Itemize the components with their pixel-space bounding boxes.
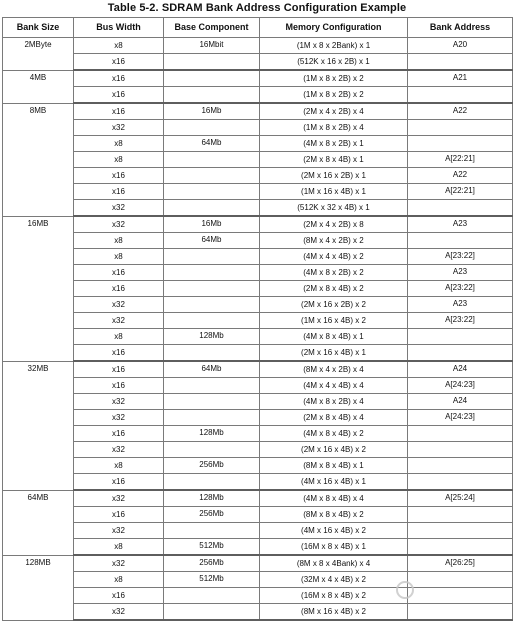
- memory-configuration-cell: (2M x 8 x 4B) x 1: [260, 152, 408, 168]
- base-component-cell: [164, 120, 260, 136]
- memory-configuration-cell: (4M x 8 x 2B) x 2: [260, 265, 408, 281]
- table-row: [3, 233, 513, 249]
- bank-size-cell: 32MB: [3, 361, 74, 490]
- table-row: [3, 490, 513, 507]
- bus-width-cell: x16: [74, 507, 164, 523]
- memory-configuration-cell: (1M x 8 x 2B) x 4: [260, 120, 408, 136]
- table-row: [3, 378, 513, 394]
- memory-configuration-cell: (8M x 4 x 2B) x 4: [260, 361, 408, 378]
- memory-configuration-cell: (1M x 16 x 4B) x 2: [260, 313, 408, 329]
- bank-size-cell: 128MB: [3, 555, 74, 620]
- base-component-cell: [164, 184, 260, 200]
- base-component-cell: [164, 410, 260, 426]
- bank-address-cell: [408, 523, 513, 539]
- bus-width-cell: x32: [74, 297, 164, 313]
- table-caption: Table 5-2. SDRAM Bank Address Configuration Example: [107, 2, 407, 14]
- bus-width-cell: x32: [74, 555, 164, 572]
- memory-configuration-cell: (4M x 16 x 4B) x 1: [260, 474, 408, 491]
- bus-width-cell: x32: [74, 442, 164, 458]
- bus-width-cell: x32: [74, 216, 164, 233]
- bank-address-cell: [408, 136, 513, 152]
- bank-address-cell: A[24:23]: [408, 378, 513, 394]
- memory-configuration-cell: (4M x 4 x 4B) x 4: [260, 378, 408, 394]
- bus-width-cell: x8: [74, 136, 164, 152]
- bus-width-cell: x32: [74, 394, 164, 410]
- memory-configuration-cell: (2M x 16 x 4B) x 1: [260, 345, 408, 362]
- table-row: [3, 313, 513, 329]
- bank-address-cell: [408, 120, 513, 136]
- bus-width-cell: x16: [74, 103, 164, 120]
- bank-address-cell: [408, 87, 513, 104]
- memory-configuration-cell: (4M x 8 x 4B) x 4: [260, 490, 408, 507]
- base-component-cell: [164, 297, 260, 313]
- memory-configuration-cell: (4M x 8 x 4B) x 1: [260, 329, 408, 345]
- table-row: [3, 442, 513, 458]
- table-row: [3, 474, 513, 491]
- memory-configuration-cell: (2M x 16 x 4B) x 2: [260, 442, 408, 458]
- base-component-cell: [164, 588, 260, 604]
- bus-width-cell: x32: [74, 410, 164, 426]
- base-component-cell: 512Mb: [164, 572, 260, 588]
- base-component-cell: [164, 249, 260, 265]
- bank-address-cell: [408, 604, 513, 621]
- base-component-cell: 256Mb: [164, 555, 260, 572]
- base-component-cell: 256Mb: [164, 458, 260, 474]
- logo-icon: [396, 581, 414, 599]
- bus-width-cell: x8: [74, 572, 164, 588]
- base-component-cell: [164, 265, 260, 281]
- base-component-cell: 512Mb: [164, 539, 260, 556]
- bus-width-cell: x8: [74, 539, 164, 556]
- table-row: [3, 345, 513, 362]
- bank-address-cell: A23: [408, 216, 513, 233]
- header-base-component: Base Component: [164, 18, 260, 38]
- table-row: [3, 394, 513, 410]
- base-component-cell: [164, 523, 260, 539]
- bank-address-cell: [408, 426, 513, 442]
- memory-configuration-cell: (4M x 8 x 2B) x 4: [260, 394, 408, 410]
- header-bank-size: Bank Size: [3, 18, 74, 38]
- base-component-cell: 16Mb: [164, 103, 260, 120]
- bus-width-cell: x16: [74, 265, 164, 281]
- bank-address-cell: [408, 442, 513, 458]
- base-component-cell: 128Mb: [164, 490, 260, 507]
- base-component-cell: 128Mb: [164, 329, 260, 345]
- memory-configuration-cell: (2M x 8 x 4B) x 2: [260, 281, 408, 297]
- bus-width-cell: x16: [74, 345, 164, 362]
- memory-configuration-cell: (4M x 8 x 4B) x 2: [260, 426, 408, 442]
- memory-configuration-cell: (4M x 16 x 4B) x 2: [260, 523, 408, 539]
- bank-address-cell: A24: [408, 394, 513, 410]
- base-component-cell: [164, 378, 260, 394]
- bank-address-cell: [408, 507, 513, 523]
- bus-width-cell: x32: [74, 313, 164, 329]
- memory-configuration-cell: (1M x 8 x 2B) x 2: [260, 70, 408, 87]
- base-component-cell: [164, 200, 260, 217]
- table-row: [3, 507, 513, 523]
- table-row: [3, 87, 513, 104]
- base-component-cell: [164, 313, 260, 329]
- table-row: [3, 410, 513, 426]
- memory-configuration-cell: (2M x 8 x 4B) x 4: [260, 410, 408, 426]
- sdram-bank-address-table: [2, 17, 513, 621]
- table-row: [3, 539, 513, 556]
- bank-address-cell: A24: [408, 361, 513, 378]
- bus-width-cell: x32: [74, 604, 164, 621]
- table-row: [3, 103, 513, 120]
- bank-address-cell: A22: [408, 103, 513, 120]
- table-row: [3, 70, 513, 87]
- bus-width-cell: x16: [74, 474, 164, 491]
- bus-width-cell: x32: [74, 120, 164, 136]
- memory-configuration-cell: (4M x 4 x 4B) x 2: [260, 249, 408, 265]
- table-row: [3, 120, 513, 136]
- bus-width-cell: x16: [74, 361, 164, 378]
- bank-address-cell: A[22:21]: [408, 152, 513, 168]
- table-row: [3, 604, 513, 621]
- base-component-cell: 16Mb: [164, 216, 260, 233]
- bank-address-cell: [408, 200, 513, 217]
- base-component-cell: [164, 474, 260, 491]
- memory-configuration-cell: (16M x 8 x 4B) x 2: [260, 588, 408, 604]
- bank-size-cell: 8MB: [3, 103, 74, 216]
- base-component-cell: [164, 394, 260, 410]
- memory-configuration-cell: (1M x 8 x 2B) x 2: [260, 87, 408, 104]
- bus-width-cell: x32: [74, 200, 164, 217]
- bus-width-cell: x8: [74, 152, 164, 168]
- memory-configuration-cell: (512K x 16 x 2B) x 1: [260, 54, 408, 71]
- bank-address-cell: [408, 329, 513, 345]
- watermark-logo: [396, 575, 506, 605]
- memory-configuration-cell: (4M x 8 x 2B) x 1: [260, 136, 408, 152]
- memory-configuration-cell: (2M x 16 x 2B) x 1: [260, 168, 408, 184]
- bank-address-cell: A21: [408, 70, 513, 87]
- bus-width-cell: x16: [74, 87, 164, 104]
- bank-address-cell: A23: [408, 297, 513, 313]
- bank-address-cell: [408, 345, 513, 362]
- bus-width-cell: x8: [74, 458, 164, 474]
- bank-address-cell: A[25:24]: [408, 490, 513, 507]
- base-component-cell: [164, 168, 260, 184]
- base-component-cell: 64Mb: [164, 361, 260, 378]
- memory-configuration-cell: (8M x 8 x 4B) x 1: [260, 458, 408, 474]
- header-memory-configuration: Memory Configuration: [260, 18, 408, 38]
- memory-configuration-cell: (1M x 16 x 4B) x 1: [260, 184, 408, 200]
- bus-width-cell: x8: [74, 38, 164, 54]
- header-row: [3, 18, 513, 38]
- table-row: [3, 329, 513, 345]
- bank-address-cell: A23: [408, 265, 513, 281]
- bank-address-cell: A[23:22]: [408, 249, 513, 265]
- bus-width-cell: x32: [74, 523, 164, 539]
- table-row: [3, 458, 513, 474]
- table-row: [3, 136, 513, 152]
- table-row: [3, 297, 513, 313]
- base-component-cell: [164, 152, 260, 168]
- table-row: [3, 54, 513, 71]
- bank-address-cell: A[26:25]: [408, 555, 513, 572]
- table-row: [3, 184, 513, 200]
- header-bank-address: Bank Address: [408, 18, 513, 38]
- table-row: [3, 265, 513, 281]
- bank-address-cell: A[23:22]: [408, 313, 513, 329]
- bank-address-cell: [408, 539, 513, 556]
- header-bus-width: Bus Width: [74, 18, 164, 38]
- bank-address-cell: A[23:22]: [408, 281, 513, 297]
- base-component-cell: [164, 345, 260, 362]
- memory-configuration-cell: (8M x 8 x 4B) x 2: [260, 507, 408, 523]
- bank-address-cell: A[22:21]: [408, 184, 513, 200]
- bank-size-cell: 16MB: [3, 216, 74, 361]
- table-row: [3, 426, 513, 442]
- table-row: [3, 216, 513, 233]
- memory-configuration-cell: (8M x 8 x 4Bank) x 4: [260, 555, 408, 572]
- base-component-cell: 64Mb: [164, 233, 260, 249]
- bank-size-cell: 4MB: [3, 70, 74, 103]
- memory-configuration-cell: (2M x 4 x 2B) x 8: [260, 216, 408, 233]
- table-row: [3, 523, 513, 539]
- memory-configuration-cell: (2M x 4 x 2B) x 4: [260, 103, 408, 120]
- memory-configuration-cell: (32M x 4 x 4B) x 2: [260, 572, 408, 588]
- bus-width-cell: x16: [74, 54, 164, 71]
- bus-width-cell: x8: [74, 329, 164, 345]
- table-row: [3, 200, 513, 217]
- bus-width-cell: x16: [74, 281, 164, 297]
- table-row: [3, 361, 513, 378]
- bank-address-cell: A20: [408, 38, 513, 54]
- base-component-cell: 16Mbit: [164, 38, 260, 54]
- table-row: [3, 38, 513, 54]
- bus-width-cell: x32: [74, 490, 164, 507]
- memory-configuration-cell: (8M x 4 x 2B) x 2: [260, 233, 408, 249]
- bank-size-cell: 2MByte: [3, 38, 74, 71]
- table-row: [3, 281, 513, 297]
- bank-address-cell: [408, 474, 513, 491]
- memory-configuration-cell: (1M x 8 x 2Bank) x 1: [260, 38, 408, 54]
- table-row: [3, 152, 513, 168]
- bus-width-cell: x8: [74, 233, 164, 249]
- base-component-cell: 256Mb: [164, 507, 260, 523]
- bank-address-cell: [408, 54, 513, 71]
- bank-address-cell: A22: [408, 168, 513, 184]
- base-component-cell: 64Mb: [164, 136, 260, 152]
- memory-configuration-cell: (8M x 16 x 4B) x 2: [260, 604, 408, 621]
- base-component-cell: [164, 281, 260, 297]
- memory-configuration-cell: (16M x 8 x 4B) x 1: [260, 539, 408, 556]
- base-component-cell: [164, 70, 260, 87]
- memory-configuration-cell: (512K x 32 x 4B) x 1: [260, 200, 408, 217]
- base-component-cell: [164, 54, 260, 71]
- bank-address-cell: [408, 458, 513, 474]
- memory-configuration-cell: (2M x 16 x 2B) x 2: [260, 297, 408, 313]
- table-row: [3, 555, 513, 572]
- base-component-cell: [164, 442, 260, 458]
- bus-width-cell: x16: [74, 378, 164, 394]
- base-component-cell: [164, 604, 260, 621]
- bus-width-cell: x8: [74, 249, 164, 265]
- base-component-cell: 128Mb: [164, 426, 260, 442]
- table-row: [3, 168, 513, 184]
- bus-width-cell: x16: [74, 70, 164, 87]
- base-component-cell: [164, 87, 260, 104]
- bus-width-cell: x16: [74, 168, 164, 184]
- bank-size-cell: 64MB: [3, 490, 74, 555]
- table-row: [3, 249, 513, 265]
- bus-width-cell: x16: [74, 588, 164, 604]
- bus-width-cell: x16: [74, 426, 164, 442]
- bank-address-cell: [408, 233, 513, 249]
- bank-address-cell: A[24:23]: [408, 410, 513, 426]
- table-body: [3, 38, 513, 621]
- bus-width-cell: x16: [74, 184, 164, 200]
